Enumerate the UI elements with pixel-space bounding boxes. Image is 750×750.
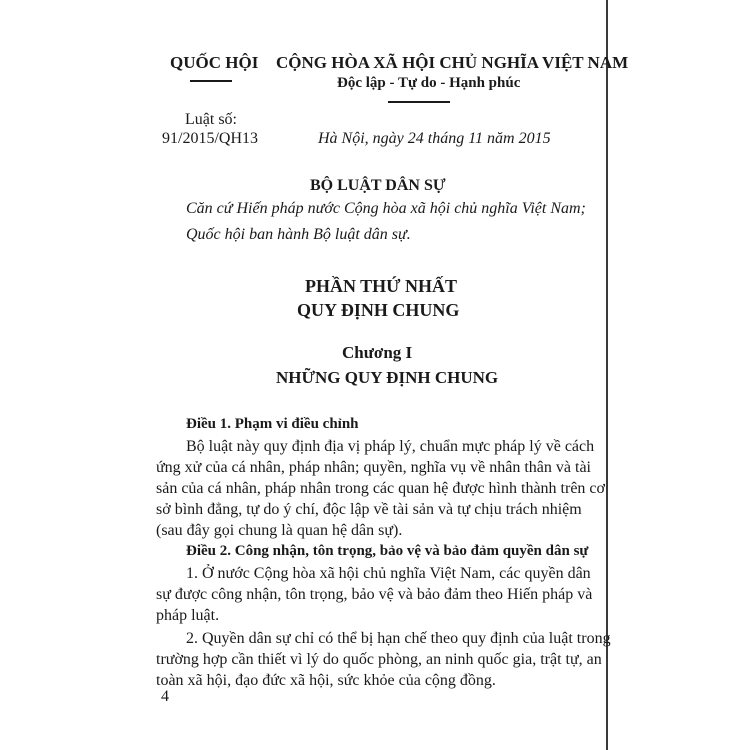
national-title: CỘNG HÒA XÃ HỘI CHỦ NGHĨA VIỆT NAM	[276, 53, 629, 72]
chapter-title: NHỮNG QUY ĐỊNH CHUNG	[276, 368, 499, 387]
motto-underline	[388, 101, 450, 103]
article-line: ứng xử của cá nhân, pháp nhân; quyền, nghĩa vụ về nhân thân và tài	[156, 459, 591, 476]
law-number-label: Luật số:	[185, 111, 237, 128]
preamble-line: Căn cứ Hiến pháp nước Cộng hòa xã hội chủ nghĩa Việt Nam;	[186, 200, 586, 217]
article-line: Bộ luật này quy định địa vị pháp lý, chuẩn mực pháp lý về cách	[186, 438, 595, 455]
article-line: (sau đây gọi chung là quan hệ dân sự).	[156, 522, 403, 539]
clause-line: 1. Ở nước Cộng hòa xã hội chủ nghĩa Việt Nam, các quyền dân	[186, 565, 591, 582]
clause-line: pháp luật.	[156, 607, 220, 624]
issuing-body: QUỐC HỘI	[170, 53, 259, 72]
law-number-value: 91/2015/QH13	[162, 130, 258, 147]
part-title: QUY ĐỊNH CHUNG	[297, 300, 460, 320]
article-clause	[156, 563, 593, 626]
part-label: PHẦN THỨ NHẤT	[305, 276, 458, 296]
clause-line: 2. Quyền dân sự chỉ có thể bị hạn chế theo quy định của luật trong	[186, 630, 611, 647]
article-body	[156, 436, 605, 541]
article-heading: Điều 1. Phạm vi điều chỉnh	[186, 416, 359, 432]
chapter-label: Chương I	[342, 343, 413, 362]
page-number: 4	[161, 688, 169, 705]
preamble-line: Quốc hội ban hành Bộ luật dân sự.	[186, 226, 411, 243]
national-motto: Độc lập - Tự do - Hạnh phúc	[337, 75, 521, 91]
clause-line: sự được công nhận, tôn trọng, bảo vệ và bảo đảm theo Hiến pháp và	[156, 586, 593, 603]
clause-line: trường hợp cần thiết vì lý do quốc phòng, an ninh quốc gia, trật tự, an	[156, 651, 602, 668]
clause-line: toàn xã hội, đạo đức xã hội, sức khỏe của cộng đồng.	[156, 672, 496, 689]
code-title: BỘ LUẬT DÂN SỰ	[310, 177, 446, 194]
article-clause	[156, 628, 611, 691]
article-heading: Điều 2. Công nhận, tôn trọng, bảo vệ và bảo đảm quyền dân sự	[186, 543, 589, 559]
article-line: sở bình đẳng, tự do ý chí, độc lập về tài sản và tự chịu trách nhiệm	[156, 501, 582, 518]
article-line: sản của cá nhân, pháp nhân trong các quan hệ được hình thành trên cơ	[156, 480, 605, 497]
issuing-body-underline	[190, 80, 232, 82]
date-line: Hà Nội, ngày 24 tháng 11 năm 2015	[318, 130, 551, 147]
